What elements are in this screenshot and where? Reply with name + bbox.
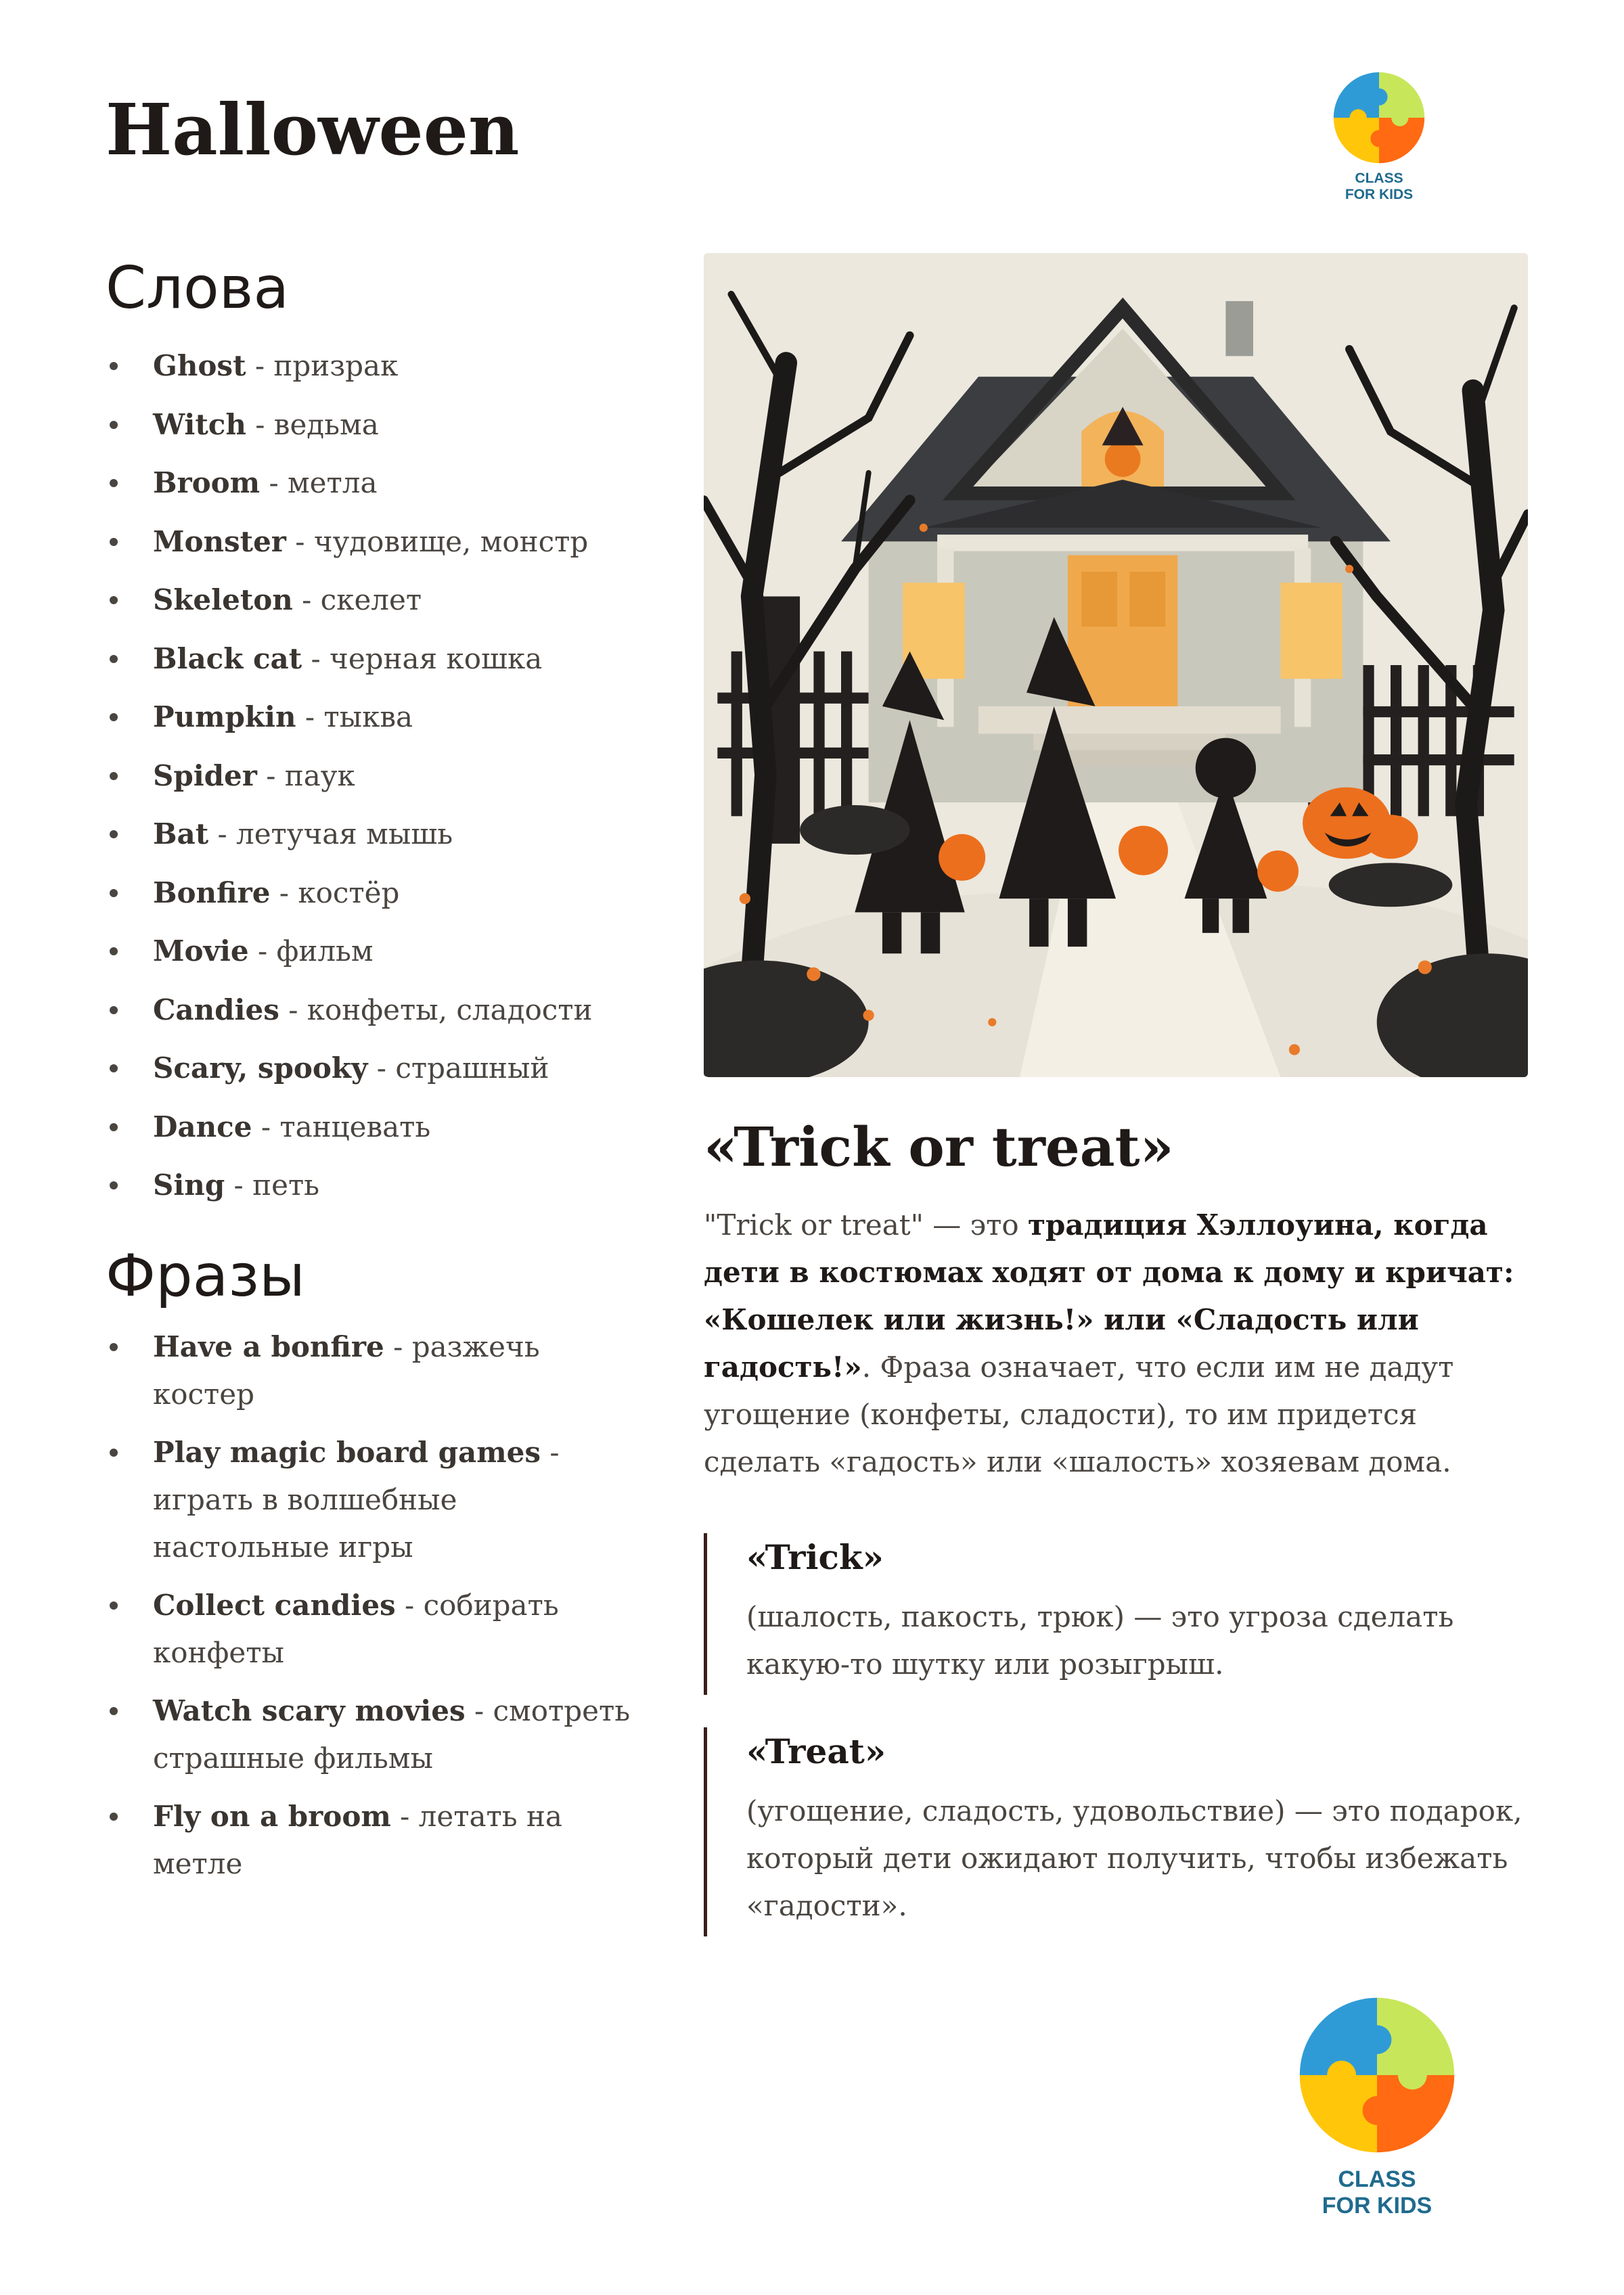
trick-or-treat-heading: «Trick or treat»	[704, 1115, 1174, 1179]
list-item	[106, 396, 640, 455]
word-term: Ghost	[153, 349, 246, 382]
logo-text-line1: CLASS	[1338, 2166, 1416, 2192]
word-term: Witch	[153, 407, 246, 441]
word-term: Spider	[153, 758, 257, 792]
list-item	[106, 571, 640, 630]
word-translation: - чудовище, монстр	[286, 524, 589, 558]
word-term: Black cat	[153, 641, 302, 675]
list-item	[106, 454, 640, 513]
brand-logo-bottom	[1296, 1995, 1458, 2219]
list-item	[106, 1582, 640, 1677]
word-term: Candies	[153, 993, 279, 1026]
phrase-translation: - летать на метле	[153, 1799, 562, 1880]
list-item	[106, 981, 640, 1040]
list-item	[106, 1323, 640, 1418]
logo-text-line2: FOR KIDS	[1322, 2193, 1433, 2219]
logo-text-line1: CLASS	[1355, 171, 1403, 186]
trick-or-treat-section	[704, 1115, 1529, 1936]
phrase-term: Play magic board games	[153, 1435, 541, 1469]
word-term: Scary, spooky	[153, 1051, 368, 1085]
treat-definition	[704, 1727, 1529, 1936]
intro-plain-text: "Trick or treat" — это	[704, 1208, 1029, 1242]
illustration-drawing	[704, 253, 1528, 1077]
list-item	[106, 630, 640, 689]
word-translation: - фильм	[248, 934, 374, 968]
word-term: Movie	[153, 934, 249, 968]
word-translation: - скелет	[292, 583, 422, 616]
word-translation: - танцевать	[252, 1110, 431, 1143]
trick-heading: «Trick»	[746, 1537, 884, 1577]
word-term: Broom	[153, 466, 261, 499]
word-translation: - призрак	[246, 349, 399, 382]
treat-text: (угощение, сладость, удовольствие) — это подарок, который дети ожидают получить, чтобы избежать «гадости».	[746, 1794, 1522, 1922]
phrases-heading: Фразы	[106, 1242, 305, 1310]
list-item	[106, 1429, 640, 1571]
word-term: Dance	[153, 1110, 252, 1143]
logo-text-line2: FOR KIDS	[1345, 187, 1414, 203]
phrases-list	[106, 1323, 640, 1888]
word-translation: - паук	[256, 758, 355, 792]
list-item	[106, 1156, 640, 1215]
puzzle-logo-icon	[1296, 1995, 1458, 2156]
halloween-house-illustration	[704, 253, 1528, 1077]
puzzle-logo-icon	[1332, 70, 1426, 165]
phrase-translation: - играть в волшебные настольные игры	[153, 1435, 560, 1564]
list-item	[106, 1687, 640, 1782]
trick-or-treat-intro	[704, 1202, 1529, 1486]
list-item	[106, 1793, 640, 1888]
phrase-term: Watch scary movies	[153, 1694, 466, 1727]
word-translation: - страшный	[367, 1051, 549, 1085]
list-item	[106, 1039, 640, 1098]
word-term: Monster	[153, 524, 286, 558]
vocabulary-column	[106, 254, 640, 1899]
brand-logo-top	[1332, 70, 1426, 203]
phrase-translation: - смотреть страшные фильмы	[153, 1694, 631, 1775]
word-term: Bat	[153, 817, 209, 850]
trick-text: (шалость, пакость, трюк) — это угроза сделать какую-то шутку или розыгрыш.	[746, 1600, 1454, 1681]
intro-rest-text: . Фраза означает, что если им не дадут угощение (конфеты, сладости), то им придется сделать «гадость» или «шалость» хозяевам дома.	[704, 1350, 1454, 1478]
list-item	[106, 337, 640, 396]
list-item	[106, 922, 640, 981]
word-translation: - ведьма	[246, 407, 379, 441]
list-item	[106, 805, 640, 864]
list-item	[106, 688, 640, 747]
phrase-term: Collect candies	[153, 1588, 396, 1622]
intro-bold-text: традиция Хэллоуина, когда дети в костюмах ходят от дома к дому и кричат: «Кошелек или жизнь!» или «Сладость или гадость!»	[704, 1208, 1514, 1384]
list-item	[106, 1098, 640, 1157]
word-translation: - петь	[225, 1168, 320, 1202]
word-translation: - конфеты, сладости	[279, 993, 593, 1026]
word-translation: - метла	[260, 466, 378, 499]
phrase-term: Fly on a broom	[153, 1799, 391, 1833]
word-term: Skeleton	[153, 583, 293, 616]
word-term: Pumpkin	[153, 700, 296, 733]
words-heading: Слова	[106, 254, 290, 322]
phrase-term: Have a bonfire	[153, 1330, 384, 1363]
word-translation: - черная кошка	[302, 641, 543, 675]
word-term: Sing	[153, 1168, 225, 1202]
word-term: Bonfire	[153, 876, 271, 909]
page-title: Halloween	[106, 88, 520, 171]
list-item	[106, 513, 640, 572]
list-item	[106, 747, 640, 806]
treat-heading: «Treat»	[746, 1731, 886, 1771]
words-list	[106, 337, 640, 1215]
trick-definition	[704, 1533, 1529, 1695]
list-item	[106, 864, 640, 923]
word-translation: - тыква	[296, 700, 413, 733]
phrase-translation: - собирать конфеты	[153, 1588, 559, 1669]
phrase-translation: - разжечь костер	[153, 1330, 540, 1411]
word-translation: - летучая мышь	[208, 817, 453, 850]
word-translation: - костёр	[270, 876, 400, 909]
